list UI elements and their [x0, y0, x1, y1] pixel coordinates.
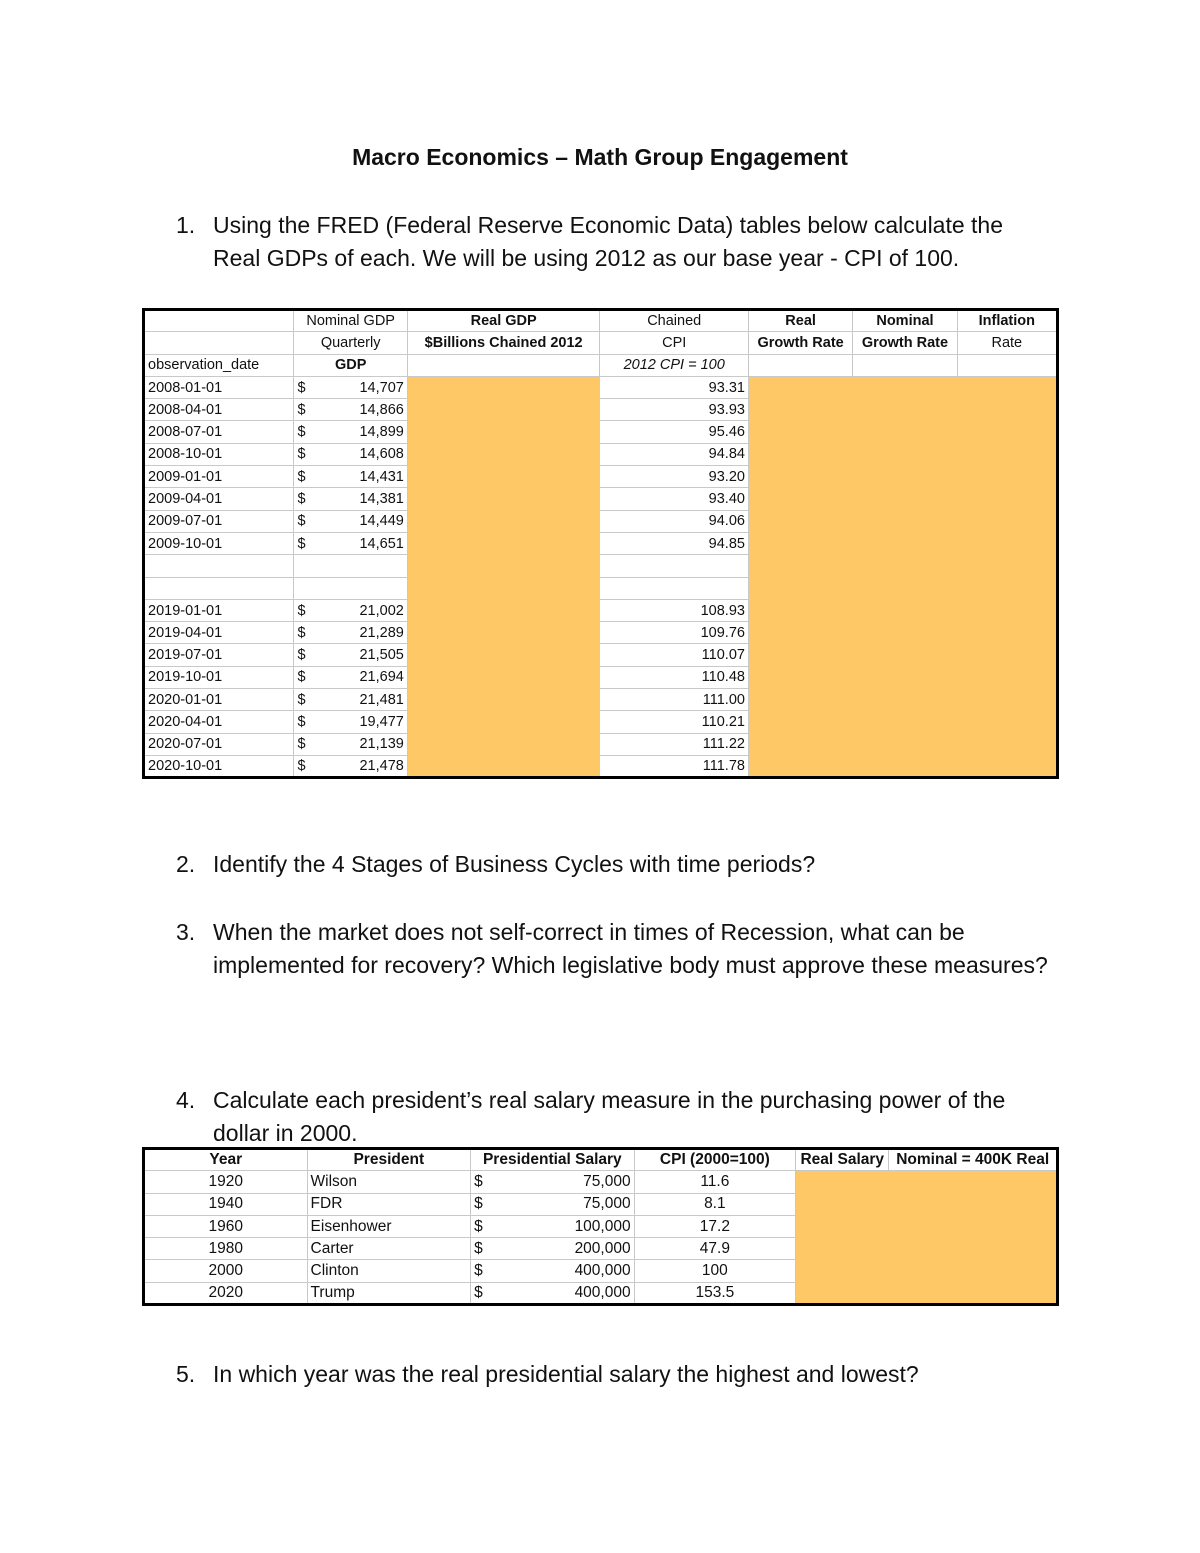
column-header: $Billions Chained 2012	[407, 332, 600, 354]
gdp-cell	[294, 622, 407, 644]
column-header	[957, 354, 1057, 376]
nominal-growth-answer-cell	[853, 599, 957, 621]
table-row	[144, 1260, 1058, 1282]
year-cell: 1920	[144, 1171, 308, 1193]
gdp-value: 21,002	[359, 602, 404, 619]
cpi-cell: 94.85	[600, 532, 748, 554]
nominal-growth-answer-cell	[853, 622, 957, 644]
table-row	[144, 755, 1058, 777]
cpi-cell: 110.48	[600, 666, 748, 688]
table-row	[144, 1282, 1058, 1304]
table-row	[144, 399, 1058, 421]
real-gdp-answer-cell	[407, 733, 600, 755]
cpi-cell: 95.46	[600, 421, 748, 443]
nominal-growth-answer-cell	[853, 733, 957, 755]
inflation-answer-cell	[957, 532, 1057, 554]
date-cell: 2020-01-01	[144, 689, 294, 711]
inflation-answer-cell	[957, 488, 1057, 510]
table-row	[144, 689, 1058, 711]
nominal-growth-answer-cell	[853, 443, 957, 465]
year-cell: 2020	[144, 1282, 308, 1304]
president-cell: Clinton	[307, 1260, 471, 1282]
real-growth-answer-cell	[748, 644, 852, 666]
real-gdp-answer-cell	[407, 443, 600, 465]
gdp-value: 21,289	[359, 624, 404, 641]
gdp-cell	[294, 376, 407, 398]
column-header	[407, 354, 600, 376]
gdp-cell	[294, 577, 407, 599]
column-header: Chained	[600, 310, 748, 332]
currency-symbol: $	[474, 1172, 483, 1190]
currency-symbol: $	[297, 669, 306, 686]
column-header: Real	[748, 310, 852, 332]
column-header: CPI (2000=100)	[634, 1149, 796, 1171]
nominal-growth-answer-cell	[853, 644, 957, 666]
table-row	[144, 1171, 1058, 1193]
cpi-cell: 11.6	[634, 1171, 796, 1193]
question-text: Identify the 4 Stages of Business Cycles with time periods?	[213, 851, 816, 877]
real-gdp-answer-cell	[407, 421, 600, 443]
salary-value: 200,000	[574, 1239, 631, 1257]
real-salary-answer-cell	[796, 1193, 889, 1215]
gdp-cell	[294, 666, 407, 688]
date-cell: 2019-04-01	[144, 622, 294, 644]
real-gdp-answer-cell	[407, 689, 600, 711]
inflation-answer-cell	[957, 599, 1057, 621]
gdp-table	[142, 308, 1059, 779]
real-gdp-answer-cell	[407, 622, 600, 644]
currency-symbol: $	[297, 758, 306, 775]
president-cell: Eisenhower	[307, 1215, 471, 1237]
column-header	[144, 310, 294, 332]
nominal-growth-answer-cell	[853, 577, 957, 599]
column-header: CPI	[600, 332, 748, 354]
question-4	[176, 1084, 1056, 1150]
date-cell: 2020-07-01	[144, 733, 294, 755]
date-cell: 2008-01-01	[144, 376, 294, 398]
question-number: 1.	[176, 212, 196, 238]
column-header: Nominal	[853, 310, 957, 332]
currency-symbol: $	[297, 379, 306, 396]
gdp-cell	[294, 555, 407, 577]
cpi-cell	[600, 555, 748, 577]
gdp-value: 21,478	[359, 758, 404, 775]
gdp-value: 21,505	[359, 647, 404, 664]
real-salary-answer-cell	[796, 1215, 889, 1237]
salary-value: 400,000	[574, 1262, 631, 1280]
currency-symbol: $	[297, 736, 306, 753]
nominal-growth-answer-cell	[853, 689, 957, 711]
gdp-cell	[294, 689, 407, 711]
date-cell: 2008-07-01	[144, 421, 294, 443]
table-row	[144, 733, 1058, 755]
nominal-400k-answer-cell	[889, 1282, 1058, 1304]
question-3	[176, 916, 1056, 982]
salary-cell	[471, 1171, 635, 1193]
column-header: Real Salary	[796, 1149, 889, 1171]
cpi-cell: 109.76	[600, 622, 748, 644]
table-row	[144, 666, 1058, 688]
cpi-cell: 153.5	[634, 1282, 796, 1304]
date-cell: 2019-01-01	[144, 599, 294, 621]
table-row	[144, 622, 1058, 644]
table-row	[144, 466, 1058, 488]
real-gdp-answer-cell	[407, 711, 600, 733]
table-row	[144, 1215, 1058, 1237]
table-row	[144, 376, 1058, 398]
nominal-growth-answer-cell	[853, 421, 957, 443]
column-header: Nominal GDP	[294, 310, 407, 332]
inflation-answer-cell	[957, 755, 1057, 777]
salary-cell	[471, 1193, 635, 1215]
gdp-value: 14,381	[359, 491, 404, 508]
column-header: Growth Rate	[853, 332, 957, 354]
currency-symbol: $	[297, 491, 306, 508]
real-gdp-answer-cell	[407, 755, 600, 777]
real-gdp-answer-cell	[407, 599, 600, 621]
real-growth-answer-cell	[748, 466, 852, 488]
currency-symbol: $	[297, 446, 306, 463]
column-header: observation_date	[144, 354, 294, 376]
real-growth-answer-cell	[748, 689, 852, 711]
real-growth-answer-cell	[748, 376, 852, 398]
table-row	[144, 532, 1058, 554]
date-cell: 2009-10-01	[144, 532, 294, 554]
real-gdp-answer-cell	[407, 399, 600, 421]
gdp-value: 14,608	[359, 446, 404, 463]
cpi-cell: 110.07	[600, 644, 748, 666]
real-growth-answer-cell	[748, 711, 852, 733]
question-text: In which year was the real presidential salary the highest and lowest?	[213, 1361, 919, 1387]
inflation-answer-cell	[957, 689, 1057, 711]
inflation-answer-cell	[957, 644, 1057, 666]
inflation-answer-cell	[957, 376, 1057, 398]
column-header: Inflation	[957, 310, 1057, 332]
question-5	[176, 1358, 1056, 1391]
document-title: Macro Economics – Math Group Engagement	[352, 144, 848, 170]
date-cell	[144, 555, 294, 577]
cpi-cell: 111.78	[600, 755, 748, 777]
currency-symbol: $	[297, 647, 306, 664]
question-1	[176, 209, 1056, 275]
date-cell: 2020-04-01	[144, 711, 294, 733]
cpi-cell: 94.06	[600, 510, 748, 532]
question-number: 2.	[176, 851, 196, 877]
real-gdp-answer-cell	[407, 376, 600, 398]
nominal-growth-answer-cell	[853, 488, 957, 510]
table-row	[144, 1193, 1058, 1215]
header-row	[144, 310, 1058, 332]
column-header: Real GDP	[407, 310, 600, 332]
header-row	[144, 354, 1058, 376]
real-growth-answer-cell	[748, 443, 852, 465]
real-growth-answer-cell	[748, 421, 852, 443]
table-row	[144, 488, 1058, 510]
currency-symbol: $	[297, 468, 306, 485]
cpi-cell: 47.9	[634, 1238, 796, 1260]
table-row	[144, 510, 1058, 532]
president-cell: Trump	[307, 1282, 471, 1304]
date-cell: 2019-07-01	[144, 644, 294, 666]
currency-symbol: $	[297, 691, 306, 708]
salary-value: 100,000	[574, 1217, 631, 1235]
real-salary-answer-cell	[796, 1260, 889, 1282]
gdp-cell	[294, 733, 407, 755]
real-growth-answer-cell	[748, 755, 852, 777]
cpi-cell: 93.20	[600, 466, 748, 488]
salary-cell	[471, 1282, 635, 1304]
gdp-value: 21,139	[359, 736, 404, 753]
column-header: 2012 CPI = 100	[600, 354, 748, 376]
currency-symbol: $	[297, 713, 306, 730]
question-number: 4.	[176, 1087, 196, 1113]
question-number: 5.	[176, 1361, 196, 1387]
table-row	[144, 1238, 1058, 1260]
column-header	[748, 354, 852, 376]
currency-symbol: $	[297, 602, 306, 619]
table-row	[144, 599, 1058, 621]
nominal-growth-answer-cell	[853, 666, 957, 688]
gdp-cell	[294, 421, 407, 443]
question-2	[176, 848, 1056, 881]
gdp-value: 21,481	[359, 691, 404, 708]
question-text: Calculate each president’s real salary measure in the purchasing power of the dollar in 2000.	[213, 1087, 1006, 1146]
gdp-cell	[294, 510, 407, 532]
inflation-answer-cell	[957, 421, 1057, 443]
gdp-cell	[294, 755, 407, 777]
nominal-400k-answer-cell	[889, 1238, 1058, 1260]
real-growth-answer-cell	[748, 599, 852, 621]
real-salary-answer-cell	[796, 1171, 889, 1193]
table-row	[144, 443, 1058, 465]
gdp-cell	[294, 599, 407, 621]
date-cell: 2008-04-01	[144, 399, 294, 421]
real-growth-answer-cell	[748, 555, 852, 577]
year-cell: 1940	[144, 1193, 308, 1215]
cpi-cell: 111.00	[600, 689, 748, 711]
date-cell: 2009-07-01	[144, 510, 294, 532]
date-cell: 2020-10-01	[144, 755, 294, 777]
gdp-value: 19,477	[359, 713, 404, 730]
nominal-400k-answer-cell	[889, 1260, 1058, 1282]
salary-value: 75,000	[583, 1195, 631, 1213]
nominal-growth-answer-cell	[853, 376, 957, 398]
real-growth-answer-cell	[748, 622, 852, 644]
real-gdp-answer-cell	[407, 666, 600, 688]
real-gdp-answer-cell	[407, 488, 600, 510]
currency-symbol: $	[297, 624, 306, 641]
nominal-growth-answer-cell	[853, 711, 957, 733]
cpi-cell	[600, 577, 748, 599]
inflation-answer-cell	[957, 466, 1057, 488]
gdp-cell	[294, 488, 407, 510]
table-row	[144, 711, 1058, 733]
cpi-cell: 110.21	[600, 711, 748, 733]
date-cell	[144, 577, 294, 599]
salary-value: 400,000	[574, 1283, 631, 1301]
gdp-cell	[294, 399, 407, 421]
inflation-answer-cell	[957, 666, 1057, 688]
president-cell: FDR	[307, 1193, 471, 1215]
nominal-growth-answer-cell	[853, 399, 957, 421]
salary-cell	[471, 1215, 635, 1237]
real-salary-answer-cell	[796, 1238, 889, 1260]
table-row	[144, 577, 1058, 599]
column-header: GDP	[294, 354, 407, 376]
column-header: Growth Rate	[748, 332, 852, 354]
nominal-growth-answer-cell	[853, 466, 957, 488]
table-row	[144, 644, 1058, 666]
column-header: President	[307, 1149, 471, 1171]
column-header: Year	[144, 1149, 308, 1171]
header-row	[144, 1149, 1058, 1171]
nominal-growth-answer-cell	[853, 555, 957, 577]
gdp-cell	[294, 443, 407, 465]
nominal-growth-answer-cell	[853, 510, 957, 532]
real-gdp-answer-cell	[407, 644, 600, 666]
header-row	[144, 332, 1058, 354]
year-cell: 1960	[144, 1215, 308, 1237]
currency-symbol: $	[297, 535, 306, 552]
nominal-400k-answer-cell	[889, 1171, 1058, 1193]
nominal-400k-answer-cell	[889, 1193, 1058, 1215]
column-header: Presidential Salary	[471, 1149, 635, 1171]
inflation-answer-cell	[957, 577, 1057, 599]
president-cell: Carter	[307, 1238, 471, 1260]
column-header	[144, 332, 294, 354]
gdp-value: 14,707	[359, 379, 404, 396]
real-growth-answer-cell	[748, 666, 852, 688]
real-growth-answer-cell	[748, 577, 852, 599]
real-growth-answer-cell	[748, 510, 852, 532]
cpi-cell: 93.40	[600, 488, 748, 510]
date-cell: 2009-04-01	[144, 488, 294, 510]
gdp-cell	[294, 532, 407, 554]
column-header	[853, 354, 957, 376]
salary-cell	[471, 1238, 635, 1260]
cpi-cell: 93.31	[600, 376, 748, 398]
cpi-cell: 17.2	[634, 1215, 796, 1237]
gdp-cell	[294, 711, 407, 733]
year-cell: 2000	[144, 1260, 308, 1282]
cpi-cell: 8.1	[634, 1193, 796, 1215]
president-cell: Wilson	[307, 1171, 471, 1193]
real-growth-answer-cell	[748, 488, 852, 510]
currency-symbol: $	[297, 513, 306, 530]
currency-symbol: $	[297, 424, 306, 441]
real-gdp-answer-cell	[407, 532, 600, 554]
real-gdp-answer-cell	[407, 555, 600, 577]
gdp-value: 14,651	[359, 535, 404, 552]
gdp-cell	[294, 644, 407, 666]
real-salary-answer-cell	[796, 1282, 889, 1304]
column-header: Nominal = 400K Real	[889, 1149, 1058, 1171]
cpi-cell: 111.22	[600, 733, 748, 755]
real-growth-answer-cell	[748, 399, 852, 421]
currency-symbol: $	[474, 1239, 483, 1257]
inflation-answer-cell	[957, 711, 1057, 733]
currency-symbol: $	[474, 1262, 483, 1280]
nominal-growth-answer-cell	[853, 532, 957, 554]
real-gdp-answer-cell	[407, 577, 600, 599]
question-text: Using the FRED (Federal Reserve Economic Data) tables below calculate the Real GDPs of each. We will be using 2012 as our base year - CPI of 100.	[213, 212, 1004, 271]
real-gdp-answer-cell	[407, 466, 600, 488]
question-text: When the market does not self-correct in times of Recession, what can be implemented for recovery? Which legislative body must approve these measures?	[213, 919, 1048, 978]
gdp-value: 14,899	[359, 424, 404, 441]
column-header: Quarterly	[294, 332, 407, 354]
table-row	[144, 555, 1058, 577]
currency-symbol: $	[474, 1283, 483, 1301]
salary-value: 75,000	[583, 1172, 631, 1190]
column-header: Rate	[957, 332, 1057, 354]
real-growth-answer-cell	[748, 733, 852, 755]
inflation-answer-cell	[957, 733, 1057, 755]
currency-symbol: $	[297, 401, 306, 418]
nominal-400k-answer-cell	[889, 1215, 1058, 1237]
cpi-cell: 93.93	[600, 399, 748, 421]
currency-symbol: $	[474, 1195, 483, 1213]
cpi-cell: 100	[634, 1260, 796, 1282]
date-cell: 2009-01-01	[144, 466, 294, 488]
inflation-answer-cell	[957, 399, 1057, 421]
inflation-answer-cell	[957, 622, 1057, 644]
gdp-value: 14,449	[359, 513, 404, 530]
real-growth-answer-cell	[748, 532, 852, 554]
salary-table	[142, 1147, 1059, 1306]
year-cell: 1980	[144, 1238, 308, 1260]
question-number: 3.	[176, 919, 196, 945]
inflation-answer-cell	[957, 443, 1057, 465]
gdp-value: 14,866	[359, 401, 404, 418]
date-cell: 2008-10-01	[144, 443, 294, 465]
gdp-cell	[294, 466, 407, 488]
nominal-growth-answer-cell	[853, 755, 957, 777]
date-cell: 2019-10-01	[144, 666, 294, 688]
table-row	[144, 421, 1058, 443]
gdp-value: 14,431	[359, 468, 404, 485]
cpi-cell: 108.93	[600, 599, 748, 621]
gdp-value: 21,694	[359, 669, 404, 686]
inflation-answer-cell	[957, 510, 1057, 532]
currency-symbol: $	[474, 1217, 483, 1235]
real-gdp-answer-cell	[407, 510, 600, 532]
inflation-answer-cell	[957, 555, 1057, 577]
cpi-cell: 94.84	[600, 443, 748, 465]
salary-cell	[471, 1260, 635, 1282]
